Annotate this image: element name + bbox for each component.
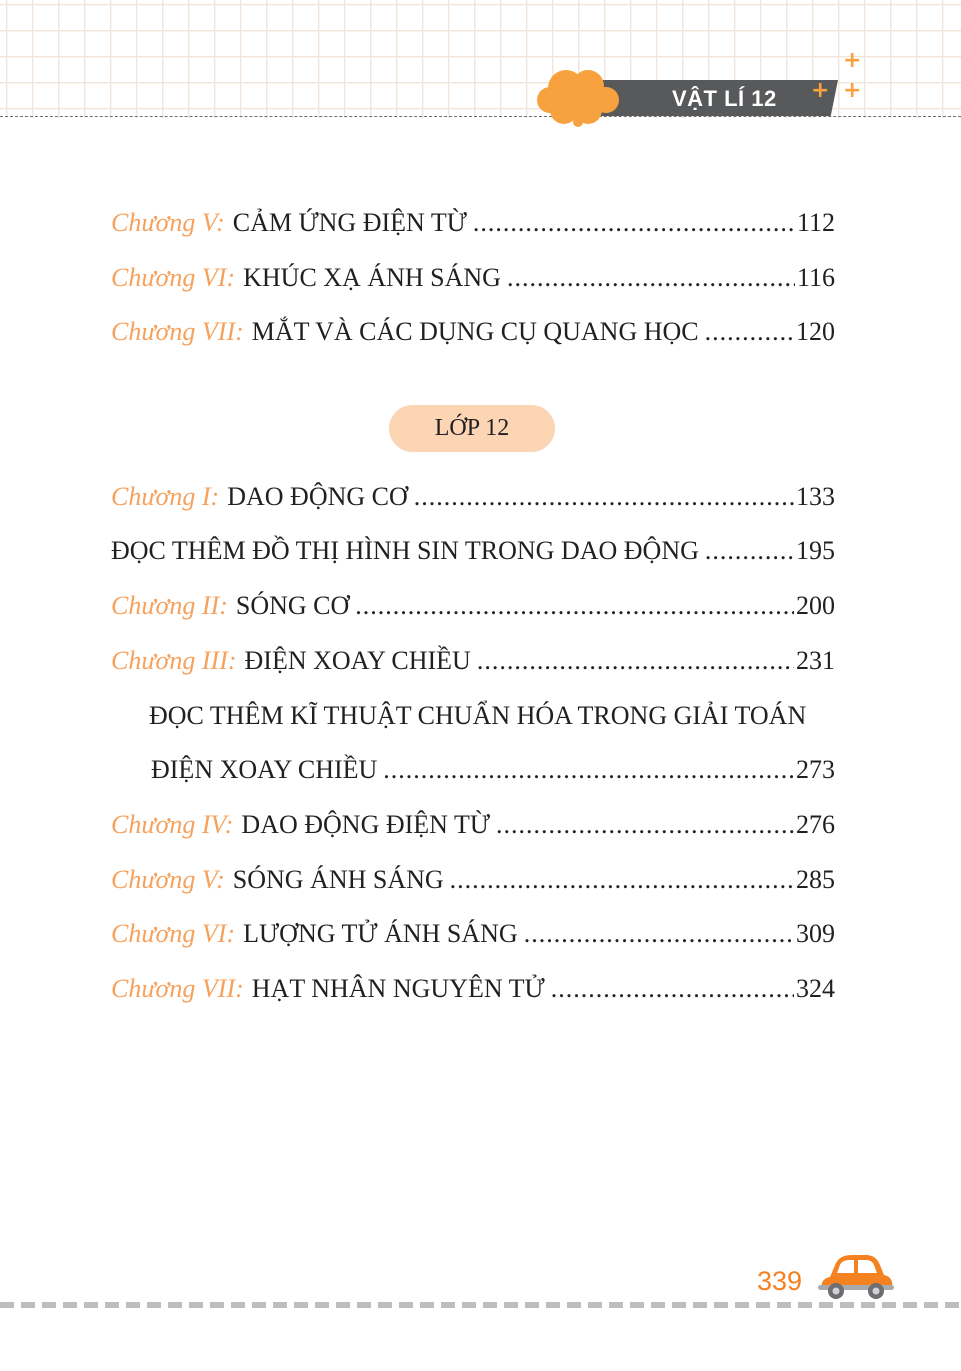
plus-icon: + [811,78,830,103]
toc-chapter-label: Chương VII: [111,974,244,1003]
toc-entry[interactable] [111,969,835,1009]
toc-entry[interactable] [111,805,835,845]
toc-leader-dots [477,641,794,681]
toc-entry[interactable] [111,586,835,626]
toc-page-number: 309 [796,919,835,948]
toc-leader-dots [414,477,794,517]
plus-icon: + [843,48,862,73]
page-number: 339 [757,1266,803,1296]
toc-entry[interactable] [111,258,835,298]
toc-entry[interactable] [111,312,835,352]
toc-entry[interactable] [111,860,835,900]
toc-leader-dots [355,586,794,626]
toc-leader-dots [496,805,794,845]
toc-entry[interactable] [111,641,835,681]
toc-title: MẮT VÀ CÁC DỤNG CỤ QUANG HỌC [251,317,699,346]
toc-leader-dots [450,860,794,900]
toc-leader-dots [705,531,794,571]
toc-title: LƯỢNG TỬ ÁNH SÁNG [243,919,518,948]
toc-entry[interactable] [111,914,835,954]
toc-leader-dots [705,312,794,352]
toc-chapter-label: Chương I: [111,482,220,511]
cloud-icon [536,66,622,128]
toc-title: ĐIỆN XOAY CHIỀU [151,755,378,784]
toc-title: ĐỌC THÊM KĨ THUẬT CHUẨN HÓA TRONG GIẢI TOÁN [149,701,807,730]
toc-title: HẠT NHÂN NGUYÊN TỬ [251,974,545,1003]
toc-page-number: 273 [796,755,835,784]
toc-title: ĐỌC THÊM ĐỒ THỊ HÌNH SIN TRONG DAO ĐỘNG [111,536,699,565]
toc-chapter-label: Chương IV: [111,810,234,839]
toc-page-number: 120 [796,317,835,346]
toc-page-number: 133 [796,482,835,511]
toc-title: DAO ĐỘNG ĐIỆN TỪ [241,810,491,839]
header-divider [0,116,961,117]
toc-entry[interactable] [151,750,835,790]
toc-entry[interactable] [111,203,835,243]
toc-leader-dots [551,969,794,1009]
toc-leader-dots [473,203,795,243]
toc-chapter-label: Chương VI: [111,263,236,292]
toc-page-number: 231 [796,646,835,675]
toc-entry[interactable] [149,696,835,736]
toc-title: DAO ĐỘNG CƠ [227,482,408,511]
toc-chapter-label: Chương V: [111,865,225,894]
toc-page-number: 116 [796,263,835,292]
toc-title: ĐIỆN XOAY CHIỀU [244,646,471,675]
car-icon [816,1251,896,1303]
toc-entry[interactable] [111,531,835,571]
header-title: VẬT LÍ 12 [672,86,777,111]
grade-section-label: LỚP 12 [389,405,555,452]
toc-title: KHÚC XẠ ÁNH SÁNG [243,263,501,292]
toc-chapter-label: Chương VI: [111,919,236,948]
toc-page-number: 285 [796,865,835,894]
toc-chapter-label: Chương III: [111,646,237,675]
toc-title: CẢM ỨNG ĐIỆN TỪ [232,208,467,237]
toc-leader-dots [383,750,794,790]
toc-page-number: 112 [796,208,835,237]
toc-chapter-label: Chương VII: [111,317,244,346]
footer-divider [0,1302,961,1308]
plus-icon: + [843,78,862,103]
toc-chapter-label: Chương V: [111,208,225,237]
toc-page-number: 195 [796,536,835,565]
toc-title: SÓNG ÁNH SÁNG [232,865,444,894]
toc-page-number: 276 [796,810,835,839]
toc-chapter-label: Chương II: [111,591,228,620]
toc-leader-dots [524,914,794,954]
toc-leader-dots [507,258,795,298]
toc-title: SÓNG CƠ [235,591,350,620]
toc-page-number: 324 [796,974,835,1003]
toc-page-number: 200 [796,591,835,620]
toc-entry[interactable] [111,477,835,517]
